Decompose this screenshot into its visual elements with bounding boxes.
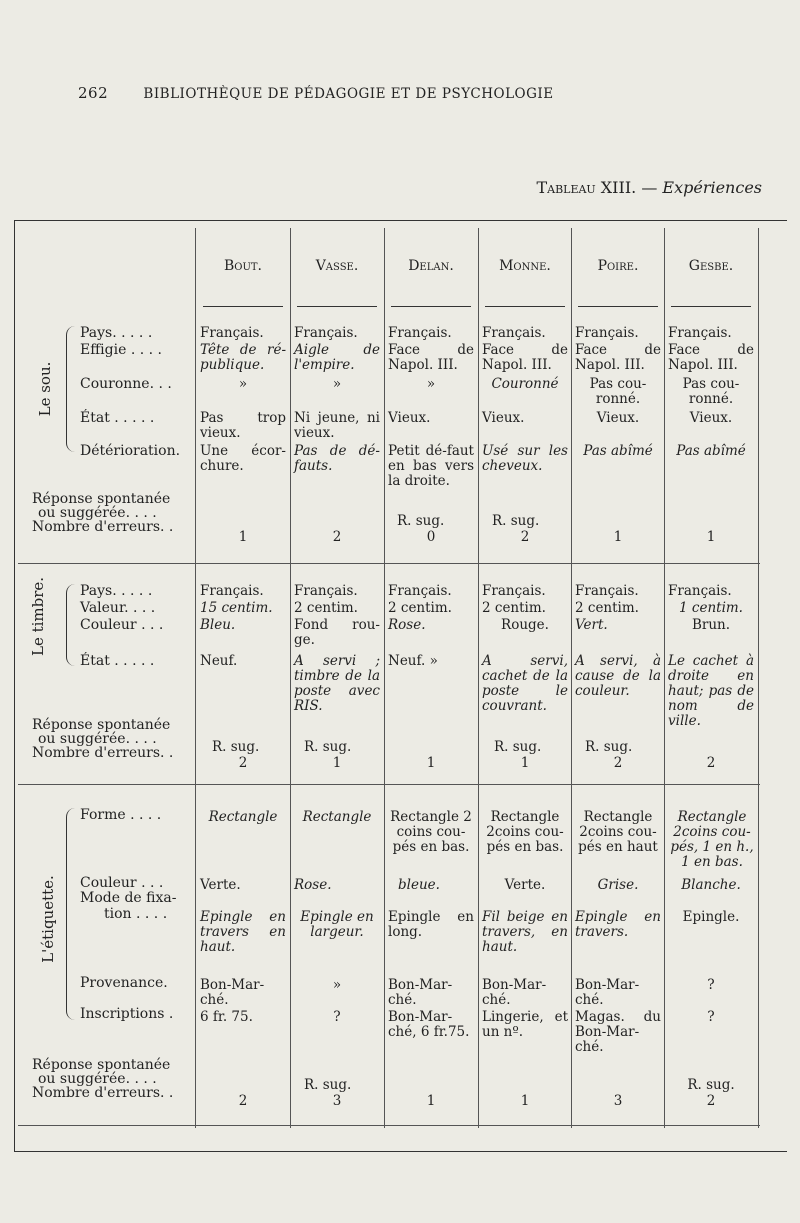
table-title	[536, 178, 762, 197]
reponse-value: R. sug.	[304, 739, 352, 755]
table-title-dash: —	[636, 178, 663, 197]
table-subtitle: Expériences	[662, 178, 762, 197]
table-cell: Français.	[575, 325, 639, 341]
column-header: Bout.	[223, 258, 263, 274]
header-rule	[578, 306, 658, 307]
table-cell: Epingle en largeur.	[300, 909, 374, 940]
table-cell: Rectangle 2 coins cou-pés en bas.	[390, 809, 472, 855]
error-count: 1	[706, 529, 716, 545]
row-label: Provenance.	[80, 975, 168, 991]
row-label: Valeur. . . .	[80, 600, 156, 616]
section-divider	[18, 784, 760, 785]
table-cell: Aigle de l'empire.	[294, 342, 380, 373]
row-label: Couronne. . .	[80, 376, 172, 392]
table-cell: ?	[333, 1009, 341, 1025]
reponse-label	[32, 718, 173, 760]
table-cell: Français.	[668, 325, 732, 341]
column-divider	[384, 228, 385, 1128]
table-cell: Usé sur les cheveux.	[482, 443, 568, 474]
column-header: Poire.	[597, 258, 639, 274]
column-divider	[195, 228, 196, 1128]
table-cell: Français.	[575, 583, 639, 599]
table-cell: Epingle.	[682, 909, 740, 925]
suggeree-line: ou suggérée. . . .	[38, 1071, 157, 1087]
table-cell: Face de Napol. III.	[575, 342, 661, 373]
nombre-erreurs-line: Nombre d'erreurs. .	[32, 745, 174, 761]
error-count: 2	[613, 755, 623, 771]
row-label: Détérioration.	[80, 443, 181, 459]
row-label: Inscriptions .	[80, 1006, 174, 1022]
table-cell: Français.	[200, 583, 264, 599]
table-cell: 1 centim.	[679, 600, 743, 616]
table-cell: Français.	[294, 325, 358, 341]
table-cell: Petit dé-faut en bas vers la droite.	[388, 443, 474, 489]
table-cell: Fil beige en travers, en haut.	[482, 909, 568, 955]
section-divider	[18, 563, 760, 564]
group-brace	[66, 584, 75, 666]
table-cell: A servi, cachet de la poste le couvrant.	[482, 653, 568, 714]
table-cell: Couronné	[491, 376, 559, 392]
table-cell: Epingle en long.	[388, 909, 474, 940]
column-header: Delan.	[408, 258, 454, 274]
error-count: 2	[706, 1093, 716, 1109]
running-head	[78, 84, 554, 102]
reponse-line: Réponse spontanée	[32, 717, 171, 733]
row-label: Forme . . . .	[80, 807, 162, 823]
reponse-value: R. sug.	[687, 1077, 735, 1093]
header-rule	[485, 306, 565, 307]
suggeree-line: ou suggérée. . . .	[38, 731, 157, 747]
table-cell: »	[426, 376, 436, 392]
error-count: 1	[238, 529, 248, 545]
table-cell: Verte.	[504, 877, 546, 893]
table-cell: 2 centim.	[575, 600, 639, 616]
table-cell: 6 fr. 75.	[200, 1009, 253, 1025]
error-count: 3	[613, 1093, 623, 1109]
table-cell: Face de Napol. III.	[482, 342, 568, 373]
reponse-value: R. sug.	[304, 1077, 352, 1093]
header-rule	[203, 306, 283, 307]
table-cell: Face de Napol. III.	[668, 342, 754, 373]
error-count: 2	[238, 755, 248, 771]
table-cell: »	[332, 376, 342, 392]
table-cell: 15 centim.	[200, 600, 273, 616]
running-title: BIBLIOTHÈQUE DE PÉDAGOGIE ET DE PSYCHOLOGIE	[143, 86, 554, 102]
table-cell: Français.	[200, 325, 264, 341]
row-label: Pays. . . . .	[80, 583, 153, 599]
table-cell: Pas de dé-fauts.	[294, 443, 380, 474]
table-cell: Bon-Mar-ché.	[482, 977, 547, 1008]
table-cell: bleue.	[398, 877, 440, 893]
table-cell: Rose.	[294, 877, 332, 893]
table-cell: Grise.	[597, 877, 639, 893]
row-label: État . . . . .	[80, 653, 155, 669]
column-header: Vasse.	[315, 258, 359, 274]
column-divider	[478, 228, 479, 1128]
table-cell: Bon-Mar-ché, 6 fr.75.	[388, 1009, 470, 1040]
error-count: 2	[238, 1093, 248, 1109]
table-cell: A servi ; timbre de la poste avec RIS.	[294, 653, 380, 714]
suggeree-line: ou suggérée. . . .	[38, 505, 157, 521]
nombre-erreurs-line: Nombre d'erreurs. .	[32, 519, 174, 535]
table-cell: Pas cou-ronné.	[589, 376, 647, 407]
reponse-line: Réponse spontanée	[32, 491, 171, 507]
group-label-sou: Le sou.	[36, 361, 54, 417]
row-label: tion . . . .	[104, 906, 168, 922]
row-label: Effigie . . . .	[80, 342, 162, 358]
section-divider	[18, 1125, 760, 1126]
table-cell: Français.	[482, 583, 546, 599]
table-cell: Blanche.	[681, 877, 741, 893]
table-cell: »	[238, 376, 248, 392]
table-cell: Vieux.	[388, 410, 431, 426]
header-rule	[391, 306, 471, 307]
table-cell: Bon-Mar-ché.	[575, 977, 640, 1008]
table-cell: Rectangle	[302, 809, 372, 825]
table-cell: Vieux.	[596, 410, 640, 426]
error-count: 2	[332, 529, 342, 545]
reponse-label	[32, 1058, 173, 1100]
table-cell: Français.	[668, 583, 732, 599]
group-label-etiquette: L'étiquette.	[39, 875, 57, 963]
table-cell: Verte.	[200, 877, 241, 893]
table-cell: Français.	[294, 583, 358, 599]
table-cell: Neuf.	[200, 653, 238, 669]
table-cell: Brun.	[691, 617, 731, 633]
error-count: 2	[520, 529, 530, 545]
table-cell: Français.	[388, 325, 452, 341]
table-cell: Face de Napol. III.	[388, 342, 474, 373]
table-cell: Rectangle 2coins cou-pés, 1 en h., 1 en bas.	[670, 809, 754, 870]
table-cell: Le cachet à droite en haut; pas de nom de ville.	[668, 653, 754, 729]
reponse-label	[32, 492, 173, 534]
table-cell: Tête de ré-publique.	[200, 342, 286, 373]
table-cell: Rose.	[388, 617, 426, 633]
table-cell: Epingle en travers.	[575, 909, 661, 940]
page-number: 262	[78, 84, 109, 102]
column-divider	[290, 228, 291, 1128]
nombre-erreurs-line: Nombre d'erreurs. .	[32, 1085, 174, 1101]
table-cell: A servi, à cause de la couleur.	[575, 653, 661, 699]
table-cell: Pas cou-ronné.	[682, 376, 740, 407]
row-label: État . . . . .	[80, 410, 155, 426]
table-cell: Pas trop vieux.	[200, 410, 286, 441]
table-cell: Epingle en travers en haut.	[200, 909, 286, 955]
table-cell: Français.	[388, 583, 452, 599]
group-brace	[66, 808, 75, 1020]
error-count: 1	[426, 755, 436, 771]
error-count: 1	[426, 1093, 436, 1109]
table-cell: Une écor-chure.	[200, 443, 286, 474]
table-cell: ?	[707, 977, 715, 993]
table-cell: Fond rou-ge.	[294, 617, 380, 648]
header-rule	[297, 306, 377, 307]
column-header: Gesbe.	[688, 258, 734, 274]
table-cell: Bon-Mar-ché.	[388, 977, 453, 1008]
group-label-timbre: Le timbre.	[29, 576, 47, 656]
table-cell: ?	[707, 1009, 715, 1025]
error-count: 3	[332, 1093, 342, 1109]
error-count: 1	[332, 755, 342, 771]
reponse-value: R. sug.	[212, 739, 260, 755]
table-cell: Rectangle 2coins cou-pés en haut	[578, 809, 658, 855]
table-cell: Vieux.	[689, 410, 733, 426]
table-cell: Rectangle	[208, 809, 278, 825]
reponse-value: R. sug.	[397, 513, 445, 529]
table-cell: Magas. du Bon-Mar-ché.	[575, 1009, 661, 1055]
row-label: Couleur . . .	[80, 875, 164, 891]
table-cell: Bleu.	[200, 617, 236, 633]
table-cell: »	[332, 977, 342, 993]
error-count: 1	[613, 529, 623, 545]
column-divider	[758, 228, 759, 1128]
table-cell: Neuf. »	[388, 653, 438, 669]
reponse-line: Réponse spontanée	[32, 1057, 171, 1073]
row-label: Couleur . . .	[80, 617, 164, 633]
reponse-value: R. sug.	[494, 739, 542, 755]
header-rule	[671, 306, 751, 307]
reponse-value: R. sug.	[585, 739, 633, 755]
table-label: Tableau XIII.	[536, 178, 637, 197]
table-cell: Rectangle 2coins cou-pés en bas.	[486, 809, 564, 855]
table-cell: Lingerie, et un nº.	[482, 1009, 568, 1040]
column-divider	[571, 228, 572, 1128]
column-divider	[664, 228, 665, 1128]
error-count: 0	[426, 529, 436, 545]
table-cell: Ni jeune, ni vieux.	[294, 410, 380, 441]
column-header: Monne.	[499, 258, 551, 274]
row-label: Pays. . . . .	[80, 325, 153, 341]
table-cell: 2 centim.	[294, 600, 358, 616]
table-cell: 2 centim.	[388, 600, 452, 616]
row-label: Mode de fixa-	[80, 890, 177, 906]
table-cell: Français.	[482, 325, 546, 341]
group-brace	[66, 326, 75, 452]
error-count: 1	[520, 755, 530, 771]
error-count: 1	[520, 1093, 530, 1109]
error-count: 2	[706, 755, 716, 771]
table-cell: Vert.	[575, 617, 608, 633]
reponse-value: R. sug.	[492, 513, 540, 529]
table-cell: Rouge.	[501, 617, 549, 633]
table-cell: Pas abîmé	[583, 443, 653, 459]
table-cell: 2 centim.	[482, 600, 546, 616]
table-cell: Vieux.	[482, 410, 525, 426]
table-cell: Bon-Mar-ché.	[200, 977, 265, 1008]
table-cell: Pas abîmé	[676, 443, 746, 459]
